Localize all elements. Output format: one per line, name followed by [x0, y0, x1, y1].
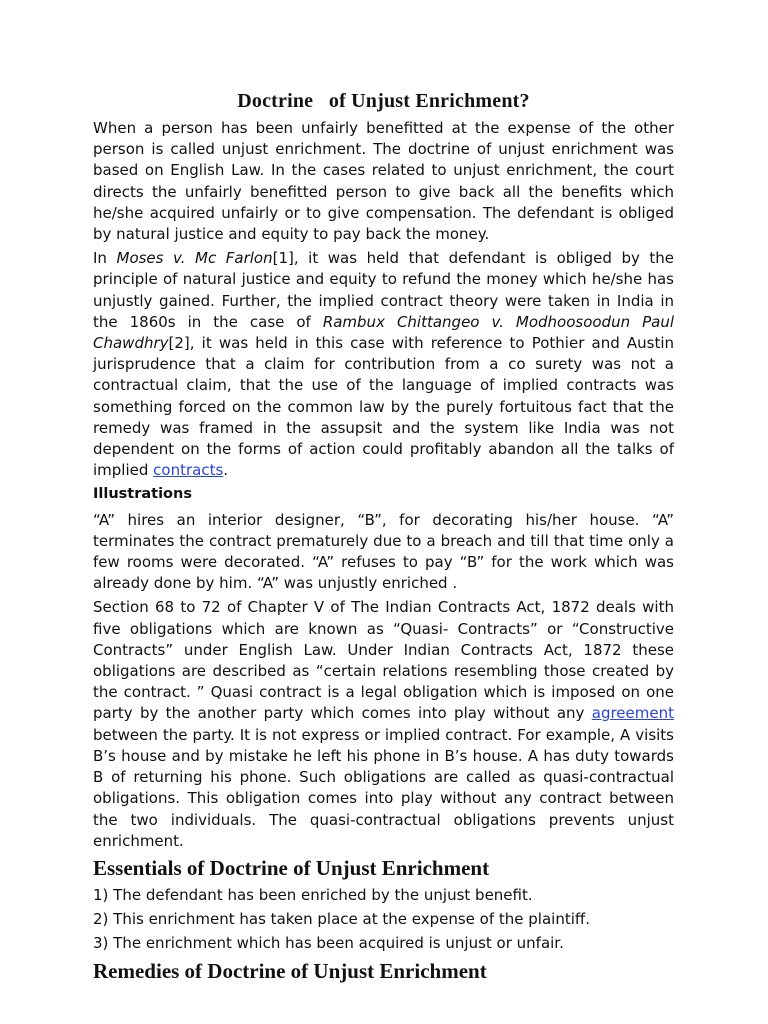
illustration-paragraph: “A” hires an interior designer, “B”, for decorating his/her house. “A” terminates the contract prematurely due to a breach and till that time only a few rooms were decorated. “A” refuses to pay “B” for the work which was already done by him. “A” was unjustly enriched . [93, 510, 674, 593]
quasi-contract-text-2: between the party. It is not express or implied contract. For example, A visits B’s house and by mistake he left his phone in B’s house. A has duty towards B of returning his phone. Such obligations are called as quasi-contractual obligations. This obligation comes into play without any contract between the two individuals. The quasi-contractual obligations prevents unjust enrichment. [93, 725, 674, 850]
case-name-moses: Moses v. Mc Farlon [116, 249, 273, 268]
quasi-contract-text-1: Section 68 to 72 of Chapter V of The Indian Contracts Act, 1872 deals with five obligations which are known as “Quasi- Contracts” or “Constructive Contracts” under English Law. Under Indian Contracts Act, 1872 these obligations are described as “certain relations resembling those created by the contract. ” Quasi contract is a legal obligation which is imposed on one party by the another party which comes into play without any [93, 598, 674, 723]
list-item: 3) The enrichment which has been acquired is unjust or unfair. [93, 934, 564, 953]
contracts-link[interactable]: contracts [153, 461, 224, 480]
case-name-rambux: Rambux Chittangeo v. Modhoosoodun Paul Chawdhry [93, 312, 674, 353]
illustrations-label: Illustrations [93, 486, 192, 503]
case-law-prefix: In [93, 249, 117, 268]
remedies-heading: Remedies of Doctrine of Unjust Enrichment [93, 958, 487, 983]
document-title: Doctrine of Unjust Enrichment? [237, 90, 530, 112]
case-law-end: . [223, 461, 229, 480]
essentials-heading: Essentials of Doctrine of Unjust Enrichment [93, 855, 490, 880]
list-item: 2) This enrichment has taken place at the expense of the plaintiff. [93, 910, 590, 929]
list-item: 1) The defendant has been enriched by the unjust benefit. [93, 885, 533, 904]
case-law-paragraph [93, 248, 674, 481]
document-page [93, 88, 674, 988]
intro-paragraph: When a person has been unfairly benefitted at the expense of the other person is called unjust enrichment. The doctrine of unjust enrichment was based on English Law. In the cases related to unjust enrichment, the court directs the unfairly benefitted person to give back all the benefits which he/she acquired unfairly or to give compensation. The defendant is obliged by natural justice and equity to pay back the money. [93, 119, 674, 244]
agreement-link[interactable]: agreement [591, 704, 674, 723]
case-law-text-1: [1], it was held that defendant is obliged by the principle of natural justice and equity to refund the money which he/she has unjustly gained. Further, the implied contract theory were taken in India in the 1860s in the case of [93, 249, 675, 331]
case-law-text-2: [2], it was held in this case with reference to Pothier and Austin jurisprudence that a claim for contribution from a co surety was not a contractual claim, that the use of the language of implied contracts was something forced on the common law by the purely fortuitous fact that the remedy was framed in the assupsit and the system like India was not dependent on the forms of action could profitably abandon all the talks of implied [93, 334, 674, 480]
quasi-contract-paragraph [93, 597, 674, 851]
